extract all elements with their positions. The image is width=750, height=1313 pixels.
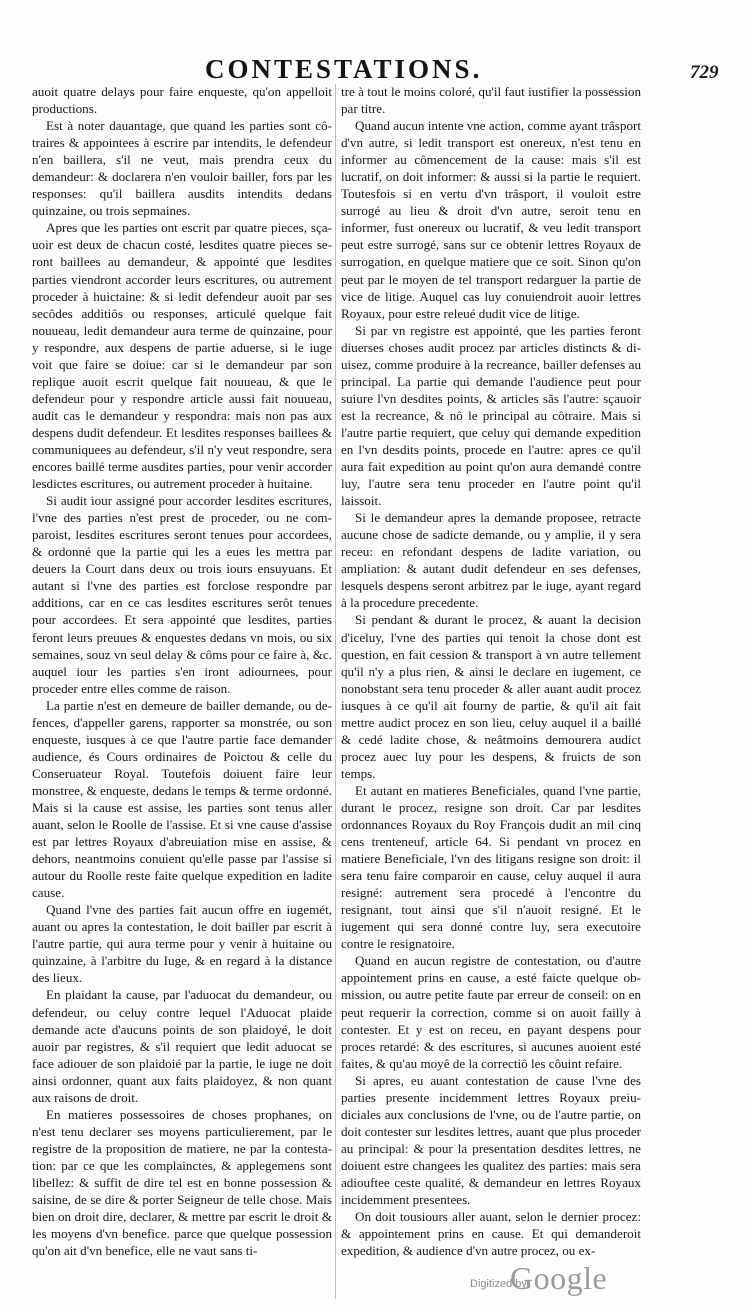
paragraph: En plaidant la cause, par l'aduocat du demandeur, ou defendeur, ou celuy contre lequel l'Aduocat plaide demande acte d'aucuns points de son plaidoyé, le doit auoir par registres, & s'il requiert que ledit aduocat se face adiouer de son plaidoié par la partie, le iuge ne doit ainsi ordonner, quant aux faits plaidoyez, & non quant aux raisons de droit. (32, 987, 332, 1105)
google-logo: Google (510, 1260, 608, 1296)
page-number: 729 (690, 62, 719, 83)
right-column (341, 83, 641, 1259)
paragraph: On doit tousiours aller auant, selon le dernier procez: & appointement prins en cause. Et qui demanderoit expedition, & audience d'vn autre procez, ou ex- (341, 1209, 641, 1259)
left-column (32, 83, 332, 1259)
paragraph: tre à tout le moins coloré, qu'il faut iustifier la possession par titre. (341, 84, 641, 117)
column-divider (335, 84, 336, 1299)
paragraph: Et autant en matieres Beneficiales, quand l'vne partie, durant le procez, resigne son droit. Car par lesdites ordonnances Royaux du Roy François dudit an mil cinq cens trenteneuf, article 64. Si pendant vn procez en matiere Beneficiale, l'vn des litigans resigne son droit: il sera tenu faire comparoir en cause, celuy auquel il aura resigné: autrement sera procedé à l'encontre du resignant, tout ainsi que s'il n'auoit resigné. Et le iugement qui sera donné contre luy, sera executoire contre le resignatoire. (341, 782, 641, 952)
paragraph: Si pendant & durant le procez, & auant la decision d'iceluy, l'vne des parties qui tenoit la chose dont est question, en fait cession & transport à vn autre tellement qu'il n'y a plus rien, & ainsi le declare en iugement, ce nonobstant sera tenu proceder & aller auant audit procez iusques à ce qu'il ait fourny de partie, & qu'il ait fait mettre audict procez en son lieu, celuy auquel il a baillé & cedé ladite chose, & neâtmoins demourera audict procez auec luy pour les despens, & fruicts de son temps. (341, 612, 641, 781)
running-head: CONTESTATIONS. (205, 54, 483, 84)
paragraph: auoit quatre delays pour faire enqueste, qu'on appelloit productions. (32, 84, 332, 117)
paragraph: Si apres, eu auant contestation de cause l'vne des parties presente incidemment lettres Royaux preiudiciales aux conclusions de l'vne, ou de l'autre partie, on doit contester sur lesdites lettres, auant que plus proceder au principal: & pour la presentation desdites lettres, ne doiuent estre changees les qualitez des parties: mais sera adiouftee ceste qualité, & demandeur en lettres Royaux incidemment presentees. (341, 1072, 641, 1208)
paragraph: Quand l'vne des parties fait aucun offre en iugemét, auant ou apres la contestation, le doit bailler par escrit à l'autre partie, qui aura terme pour y venir à huitaine ou quinzaine, à l'arbitre du Iuge, & en regard à la distance des lieux. (32, 902, 332, 986)
digitization-watermark (0, 1258, 738, 1298)
watermark-caption: Digitized by (470, 1278, 527, 1290)
paragraph: En matieres possessoires de choses prophanes, on n'est tenu declarer ses moyens particulierement, par le registre de la proposition de matiere, ne par la contestation: par ce que les complainctes, & applegemens sont libellez: & suffit de dire tel est en bonne possession & saisine, de se dire & porter Seigneur de telle chose. Mais bien on droit dire, declarer, & mettre par escrit le droit & les moyens d'vn benefice. parce que quelque possession qu'on ait d'vn benefice, elle ne vaut sans ti- (32, 1106, 332, 1259)
paragraph: Si le demandeur apres la demande proposee, retracte aucune chose de sadicte demande, ou y amplie, il y sera receu: en refondant despens de ladite variation, ou ampliation: & autant dudit defendeur en ses defenses, lesquels despens seront arbitrez par le iuge, ayant regard à la procedure precedente. (341, 510, 641, 611)
paragraph: Si audit iour assigné pour accorder lesdites escritures, l'vne des parties n'est prest de proceder, ou ne comparoist, lesdites escritures seront tenues pour accordees, & ordonné que la partie qui les a eues les mettra par deuers la Court dans deux ou trois iours ensuyuans. Et autant si l'vne des parties est forclose respondre par additions, car en ce cas lesdites escritures serôt tenues pour accordees. Et sera appointé que lesdites, parties feront leurs preuues & enquestes dedans vn mois, ou six semaines, souz vn seul delay & côms pour ce faire à, &c. auquel iour les parties s'en iront adiournees, pour proceder entre elles comme de raison. (32, 493, 332, 696)
paragraph: Est à noter dauantage, que quand les parties sont côtraires & appointees à escrire par intendits, le defendeur n'en baillera, s'il ne veut, mais prendra ceux du demandeur: & doclarera n'en vouloir bailler, fors par les responses: qu'il baillera ausdits intendits dedans quinzaine, ou trois sepmaines. (32, 118, 332, 219)
paragraph: Si par vn registre est appointé, que les parties feront diuerses choses audit procez par articles distincts & diuisez, comme produire à la recreance, bailler defenses au principal. La partie qui demande l'audience peut pour suiure l'vn desdites points, & articles sãs l'autre: sçauoir est la recreance, & nô le principal au côtraire. Mais si l'autre partie requiert, que celuy qui demande expedition en l'vn desdits points, procede en l'autre: apres ce qu'il aura fait expedition au point qu'on aura demandé contre luy, l'autre sera tenu proceder en l'autre point qu'il laissoit. (341, 322, 641, 509)
paragraph: Quand en aucun registre de contestation, ou d'autre appointement prins en cause, a esté faicte quelque obmission, ou autre petite faute par erreur de conseil: on en peut requerir la correction, comme si on auoit failly à contester. Et y est on receu, en payant despens pour proces retardé: & des escritures, si aucunes auoient esté faites, & qu'au moyê de la correctiô les côuint refaire. (341, 953, 641, 1071)
paragraph: Apres que les parties ont escrit par quatre pieces, sçauoir est deux de chacun costé, lesdites quatre pieces seront baillees au demandeur, & appointé que lesdites parties viendront accorder leurs escritures, ou autrement proceder à huictaine: & si ledit defendeur auoit par ses secôdes additiôs ou responses, articulé quelque fait nouueau, ledit demandeur aura terme de quinzaine, pour y respondre, aux despens de partie aduerse, si le iuge voit que faire se doiue: car si le demandeur par son replique auoit escrit quelque fait nouueau, & que le defendeur pour y respondre article aussi fait nouueau, audit cas le demandeur y respondra: mais non pas aux despens dudit defendeur. Et lesdites responses baillees & communiquees au defendeur, s'il n'y veut respondre, sera encores baillé terme ausdites parties, pour venir accorder lesdictes escritures, ou autrement proceder à huitaine. (32, 220, 332, 492)
paragraph: La partie n'est en demeure de bailler demande, ou defences, d'appeller garens, rapporter sa monstrée, ou son enqueste, iusques à ce que l'autre partie face demander audience, és Cours ordinaires de Poictou & celle du Conseruateur Royal. Toutefois doiuent faire leur monstree, & enqueste, dedans le temps & terme ordonné. Mais si la cause est assise, les parties sont tenus aller auant, selon le Roolle de l'assise. Et si vne cause d'assise est par lettres Royaux d'abreuiation mise en assise, & dehors, neantmoins conuient qu'elle passe par l'assise si autour du Roolle reste faite quelque expedition en ladite cause. (32, 697, 332, 901)
paragraph: Quand aucun intente vne action, comme ayant trâsport d'vn autre, si ledit transport est onereux, n'est tenu en informer au cômencement de la cause: mais s'il est lucratif, on doit informer: & aussi si la partie le requiert. Toutesfois si en vertu d'vn trâsport, il vouloit estre surrogé au lieu & droit d'vn autre, seroit tenu en informer, fust onereux ou lucratif, & veu ledit transport peut estre surrogé, sans sur ce obtenir lettres Royaux de surrogation, en quelque matiere que ce soit. Sinon qu'on peut par le moyen de tel transport redarguer la partie de vice de litige. Auquel cas luy conuiendroit auoir lettres Royaux, pour estre releué dudit vice de litige. (341, 118, 641, 321)
